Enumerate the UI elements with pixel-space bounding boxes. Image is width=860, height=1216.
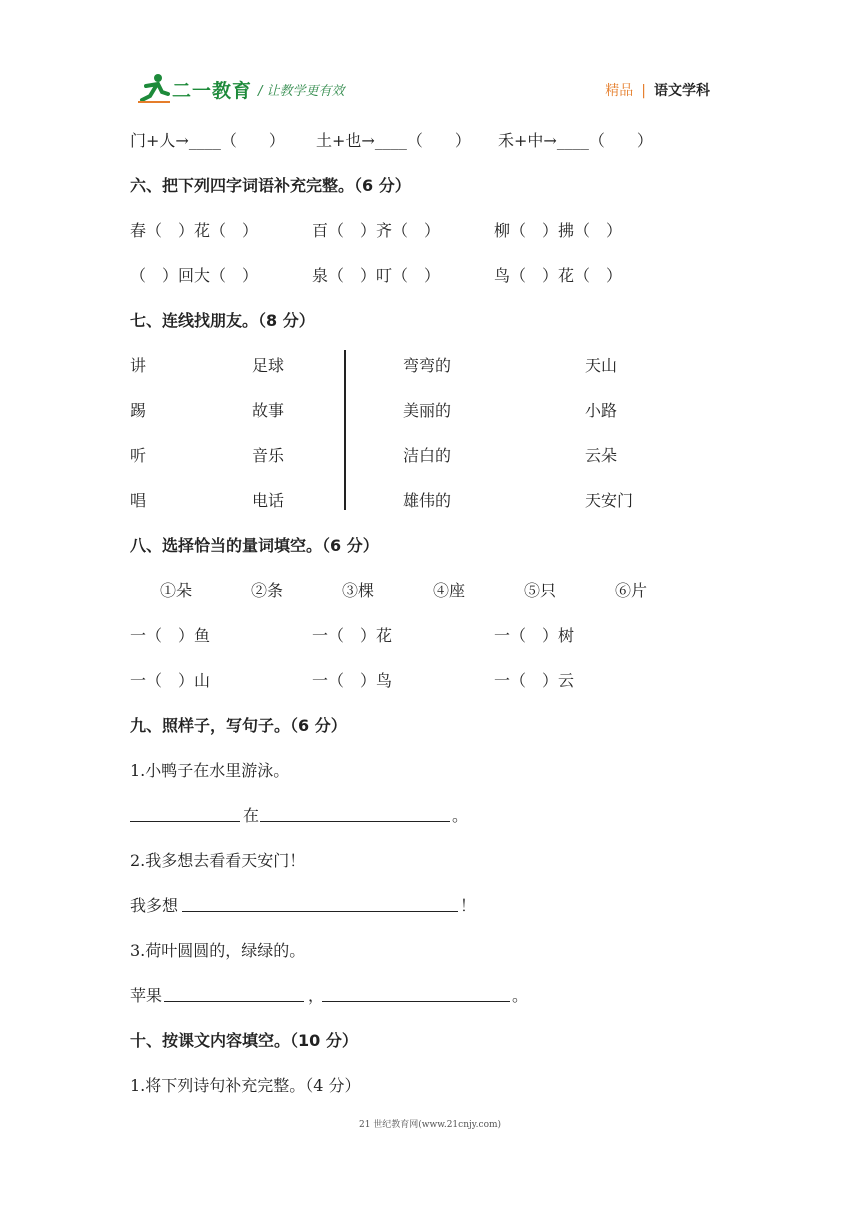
match-verb: 唱 <box>130 491 147 510</box>
runner-logo-icon <box>136 72 172 106</box>
measure-word-option: ②条 <box>251 581 284 600</box>
measure-word-option: ⑤只 <box>524 581 557 600</box>
char-compose-2: 土+也→____（ ） <box>316 131 471 150</box>
divider-line <box>344 350 346 510</box>
section-8-title: 八、选择恰当的量词填空。（6 分） <box>130 536 379 555</box>
idiom-item: 泉（ ）叮（ ） <box>312 266 441 285</box>
header-right <box>605 80 710 100</box>
match-place: 天山 <box>585 356 618 375</box>
answer-3-middle: ， <box>308 986 325 1005</box>
char-compose-1: 门+人→____（ ） <box>130 131 285 150</box>
answer-blank-3a[interactable] <box>164 1001 304 1002</box>
match-verb: 讲 <box>130 356 147 375</box>
match-noun: 音乐 <box>252 446 285 465</box>
answer-blank-2[interactable] <box>182 911 458 912</box>
question-10-1: 1.将下列诗句补充完整。（4 分） <box>130 1076 361 1095</box>
answer-blank-1b[interactable] <box>260 821 450 822</box>
answer-blank-1a[interactable] <box>130 821 240 822</box>
measure-blank: 一（ ）山 <box>130 671 211 690</box>
match-noun: 足球 <box>252 356 285 375</box>
measure-word-option: ③棵 <box>342 581 375 600</box>
section-7-title: 七、连线找朋友。（8 分） <box>130 311 315 330</box>
measure-blank: 一（ ）花 <box>312 626 393 645</box>
measure-word-option: ④座 <box>433 581 466 600</box>
idiom-item: 百（ ）齐（ ） <box>312 221 441 240</box>
match-place: 天安门 <box>585 491 634 510</box>
answer-3-start: 苹果 <box>130 986 163 1005</box>
match-verb: 听 <box>130 446 147 465</box>
answer-1-middle: 在 <box>243 806 260 825</box>
answer-3-end: 。 <box>512 986 529 1005</box>
section-10-title: 十、按课文内容填空。（10 分） <box>130 1031 358 1050</box>
idiom-item: 鸟（ ）花（ ） <box>494 266 623 285</box>
measure-blank: 一（ ）鸟 <box>312 671 393 690</box>
idiom-item: （ ）回大（ ） <box>130 266 259 285</box>
page-header <box>130 70 720 110</box>
measure-blank: 一（ ）云 <box>494 671 575 690</box>
subject-label: 语文学科 <box>654 83 710 99</box>
measure-blank: 一（ ）鱼 <box>130 626 211 645</box>
idiom-item: 春（ ）花（ ） <box>130 221 259 240</box>
answer-blank-3b[interactable] <box>322 1001 510 1002</box>
answer-1-end: 。 <box>452 806 469 825</box>
match-place: 小路 <box>585 401 618 420</box>
slogan: / 让教学更有效 <box>258 84 345 99</box>
char-compose-3: 禾+中→____（ ） <box>498 131 653 150</box>
example-sentence-3: 3.荷叶圆圆的，绿绿的。 <box>130 941 306 960</box>
measure-word-option: ⑥片 <box>615 581 648 600</box>
page-footer: 21 世纪教育网(www.21cnjy.com) <box>358 1120 502 1130</box>
match-adjective: 雄伟的 <box>403 491 452 510</box>
match-noun: 故事 <box>252 401 285 420</box>
header-separator: | <box>641 83 646 99</box>
example-sentence-1: 1.小鸭子在水里游泳。 <box>130 761 290 780</box>
quality-tag: 精品 <box>605 83 634 99</box>
section-6-title: 六、把下列四字词语补充完整。（6 分） <box>130 176 411 195</box>
match-noun: 电话 <box>252 491 285 510</box>
answer-2-end: ！ <box>460 896 477 915</box>
measure-blank: 一（ ）树 <box>494 626 575 645</box>
answer-2-start: 我多想 <box>130 896 179 915</box>
brand-name: 二一教育 <box>172 80 253 102</box>
match-adjective: 美丽的 <box>403 401 452 420</box>
match-adjective: 洁白的 <box>403 446 452 465</box>
match-adjective: 弯弯的 <box>403 356 452 375</box>
measure-word-option: ①朵 <box>160 581 193 600</box>
section-9-title: 九、照样子，写句子。（6 分） <box>130 716 347 735</box>
example-sentence-2: 2.我多想去看看天安门！ <box>130 851 306 870</box>
match-place: 云朵 <box>585 446 618 465</box>
idiom-item: 柳（ ）拂（ ） <box>494 221 623 240</box>
match-verb: 踢 <box>130 401 147 420</box>
